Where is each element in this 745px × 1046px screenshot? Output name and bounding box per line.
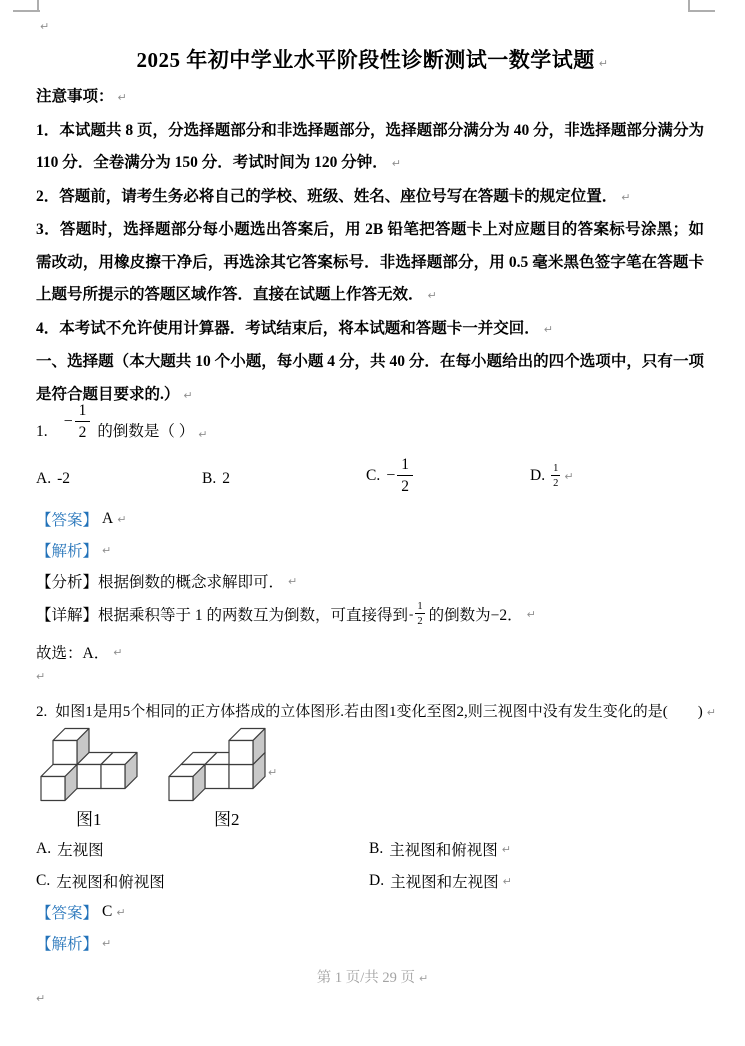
q2-option-b <box>369 838 511 860</box>
answer-tag: 【答案】 <box>36 905 99 922</box>
q1-option-c-label: C. <box>366 466 381 484</box>
q2-option-b-label: B. <box>369 840 384 857</box>
q2-option-c-text: 左视图和俯视图 <box>56 874 165 891</box>
paragraph-mark-icon: ↵ <box>102 936 112 950</box>
fraction-numerator: 1 <box>75 402 91 422</box>
q1-option-a-text: -2 <box>57 470 70 487</box>
q2-option-a <box>36 838 104 860</box>
detail-tag: 【详解】 <box>36 607 99 625</box>
q1-detail-post: 的倒数为−2． <box>428 607 523 625</box>
fraction-denominator: 2 <box>78 424 87 442</box>
fraction-stack <box>397 456 413 495</box>
paragraph-mark-icon: ↵ <box>183 388 193 402</box>
q1-fenxi-text: 根据倒数的概念求解即可． <box>98 574 285 591</box>
figure2-label: 图2 <box>214 810 240 829</box>
q1-option-d-fraction <box>551 463 560 489</box>
paragraph-mark-icon: ↵ <box>427 289 437 302</box>
analysis-tag: 【解析】 <box>36 543 99 560</box>
paragraph-mark-icon: ↵ <box>526 607 536 621</box>
q2-option-c-label: C. <box>36 872 51 889</box>
q1-fenxi-row <box>36 570 297 592</box>
fraction-denominator: 2 <box>417 616 423 628</box>
fraction-denominator: 2 <box>553 478 559 490</box>
q1-detail-row <box>36 601 536 627</box>
notice-item-1 <box>36 115 704 181</box>
notice-item-3-text: 3．答题时，选择题部分每小题选出答案后，用 2B 铅笔把答题卡上对应题目的答案标号涂黑；如需改动，用橡皮擦干净后，再选涂其它答案标号．非选择题部分，用 0.5 毫米黑色签字笔在答题卡上题号所提示的答题区域作答．直接在试题上作答无效． <box>36 221 704 303</box>
q2-option-d-label: D. <box>369 872 385 889</box>
q2-analysis-row <box>36 932 111 954</box>
fraction-numerator: 1 <box>397 456 413 476</box>
question-2-stem-text: 如图1是用5个相同的正方体搭成的立体图形.若由图1变化至图2,则三视图中没有发生变化的是( ) <box>55 704 703 720</box>
analysis-tag: 【解析】 <box>36 936 99 953</box>
paragraph-mark-icon: ↵ <box>40 20 50 33</box>
paragraph-mark-icon: ↵ <box>113 645 123 659</box>
paragraph-mark-icon: ↵ <box>391 157 401 170</box>
question-2-stem <box>36 700 716 721</box>
paragraph-mark-icon: ↵ <box>116 905 126 919</box>
paragraph-mark-icon: ↵ <box>419 972 429 985</box>
notice-item-4-text: 4．本考试不允许使用计算器．考试结束后，将本试题和答题卡一并交回． <box>36 319 540 337</box>
notice-heading <box>36 81 704 115</box>
q2-option-a-text: 左视图 <box>57 842 104 859</box>
fraction-minus-sign: − <box>63 412 73 430</box>
paragraph-mark-icon: ↵ <box>117 91 127 104</box>
q1-option-d <box>530 463 574 489</box>
q2-option-d <box>369 870 512 892</box>
page-footer <box>0 966 745 987</box>
q2-option-b-text: 主视图和俯视图 <box>389 842 498 859</box>
q1-analysis-row <box>36 539 111 561</box>
q2-option-d-text: 主视图和左视图 <box>390 874 499 891</box>
margin-crop-mark-top-left-v <box>37 0 39 10</box>
notice-heading-text: 注意事项： <box>36 88 114 105</box>
paragraph-mark-icon: ↵ <box>706 706 716 719</box>
q1-conclusion-text: 故选：A． <box>36 645 110 662</box>
fraction-denominator: 2 <box>401 478 409 496</box>
margin-crop-mark-top-right-h <box>688 10 715 12</box>
paragraph-mark-icon: ↵ <box>198 428 208 442</box>
q2-answer-value: C <box>102 903 113 920</box>
q1-option-a-label: A. <box>36 470 52 487</box>
figure1-cubes <box>40 727 138 803</box>
paragraph-mark-icon: ↵ <box>117 512 127 526</box>
margin-crop-mark-top-right-v <box>688 0 690 10</box>
paragraph-mark-icon: ↵ <box>564 469 574 483</box>
section-heading-text: 一、选择题（本大题共 10 个小题，每小题 4 分，共 40 分．在每小题给出的四个选项中，只有一项是符合题目要求的.） <box>36 353 704 403</box>
q1-answer-row <box>36 508 126 530</box>
paragraph-mark-icon: ↵ <box>268 766 278 779</box>
q1-detail-pre: 根据乘积等于 1 的两数互为倒数，可直接得到 <box>98 607 409 625</box>
fraction-minus-sign: − <box>386 466 396 484</box>
margin-crop-mark-top-left-h <box>13 10 40 12</box>
q1-option-d-label: D. <box>530 467 546 485</box>
question-1-number: 1. <box>36 423 48 441</box>
q1-answer-value: A <box>102 510 114 527</box>
paragraph-mark-icon: ↵ <box>543 322 553 336</box>
q1-conclusion-row <box>36 641 122 663</box>
paragraph-mark-icon: ↵ <box>36 670 46 683</box>
fraction-minus-sign: - <box>409 606 414 622</box>
q2-answer-row <box>36 901 126 923</box>
notice-item-2-text: 2．答题前，请考生务必将自己的学校、班级、姓名、座位号写在答题卡的规定位置． <box>36 187 618 205</box>
page-number-text: 第 1 页/共 29 页 <box>316 970 416 986</box>
paragraph-mark-icon: ↵ <box>502 874 512 888</box>
fraction-stack <box>75 402 91 441</box>
page-title-text: 2025 年初中学业水平阶段性诊断测试一数学试题 <box>136 48 595 72</box>
question-1-fraction <box>64 402 91 441</box>
q1-option-b-text: 2 <box>222 470 230 487</box>
q1-option-b <box>202 470 230 488</box>
figure2-cubes <box>168 727 266 803</box>
notice-item-1-text: 1．本试题共 8 页，分选择题部分和非选择题部分，选择题部分满分为 40 分，非选择题部分满分为 110 分．全卷满分为 150 分．考试时间为 120 分钟． <box>36 121 704 171</box>
q1-option-c-fraction <box>386 456 413 495</box>
fraction-numerator: 1 <box>415 601 424 614</box>
page-title <box>0 44 745 74</box>
q1-option-a <box>36 470 70 488</box>
paragraph-mark-icon: ↵ <box>598 57 609 70</box>
question-1-stem-text: 的倒数是（ ） <box>97 423 195 441</box>
notice-item-4 <box>36 313 704 347</box>
fenxi-tag: 【分析】 <box>36 574 99 591</box>
q1-option-b-label: B. <box>202 470 217 487</box>
paragraph-mark-icon: ↵ <box>102 543 112 557</box>
figure1-label: 图1 <box>76 810 102 829</box>
notice-item-2 <box>36 181 704 215</box>
q1-detail-fraction <box>415 601 424 627</box>
paragraph-mark-icon: ↵ <box>36 992 46 1005</box>
question-2-number: 2. <box>36 704 48 720</box>
paragraph-mark-icon: ↵ <box>501 842 511 856</box>
notice-item-3 <box>36 214 704 313</box>
paragraph-mark-icon: ↵ <box>288 574 298 588</box>
fraction-numerator: 1 <box>551 463 560 476</box>
question-1-stem <box>36 402 208 441</box>
q1-option-c <box>366 456 420 495</box>
q2-option-a-label: A. <box>36 840 52 857</box>
notice-block <box>36 81 704 412</box>
answer-tag: 【答案】 <box>36 512 99 529</box>
q2-option-c <box>36 870 165 892</box>
paragraph-mark-icon: ↵ <box>621 190 631 204</box>
